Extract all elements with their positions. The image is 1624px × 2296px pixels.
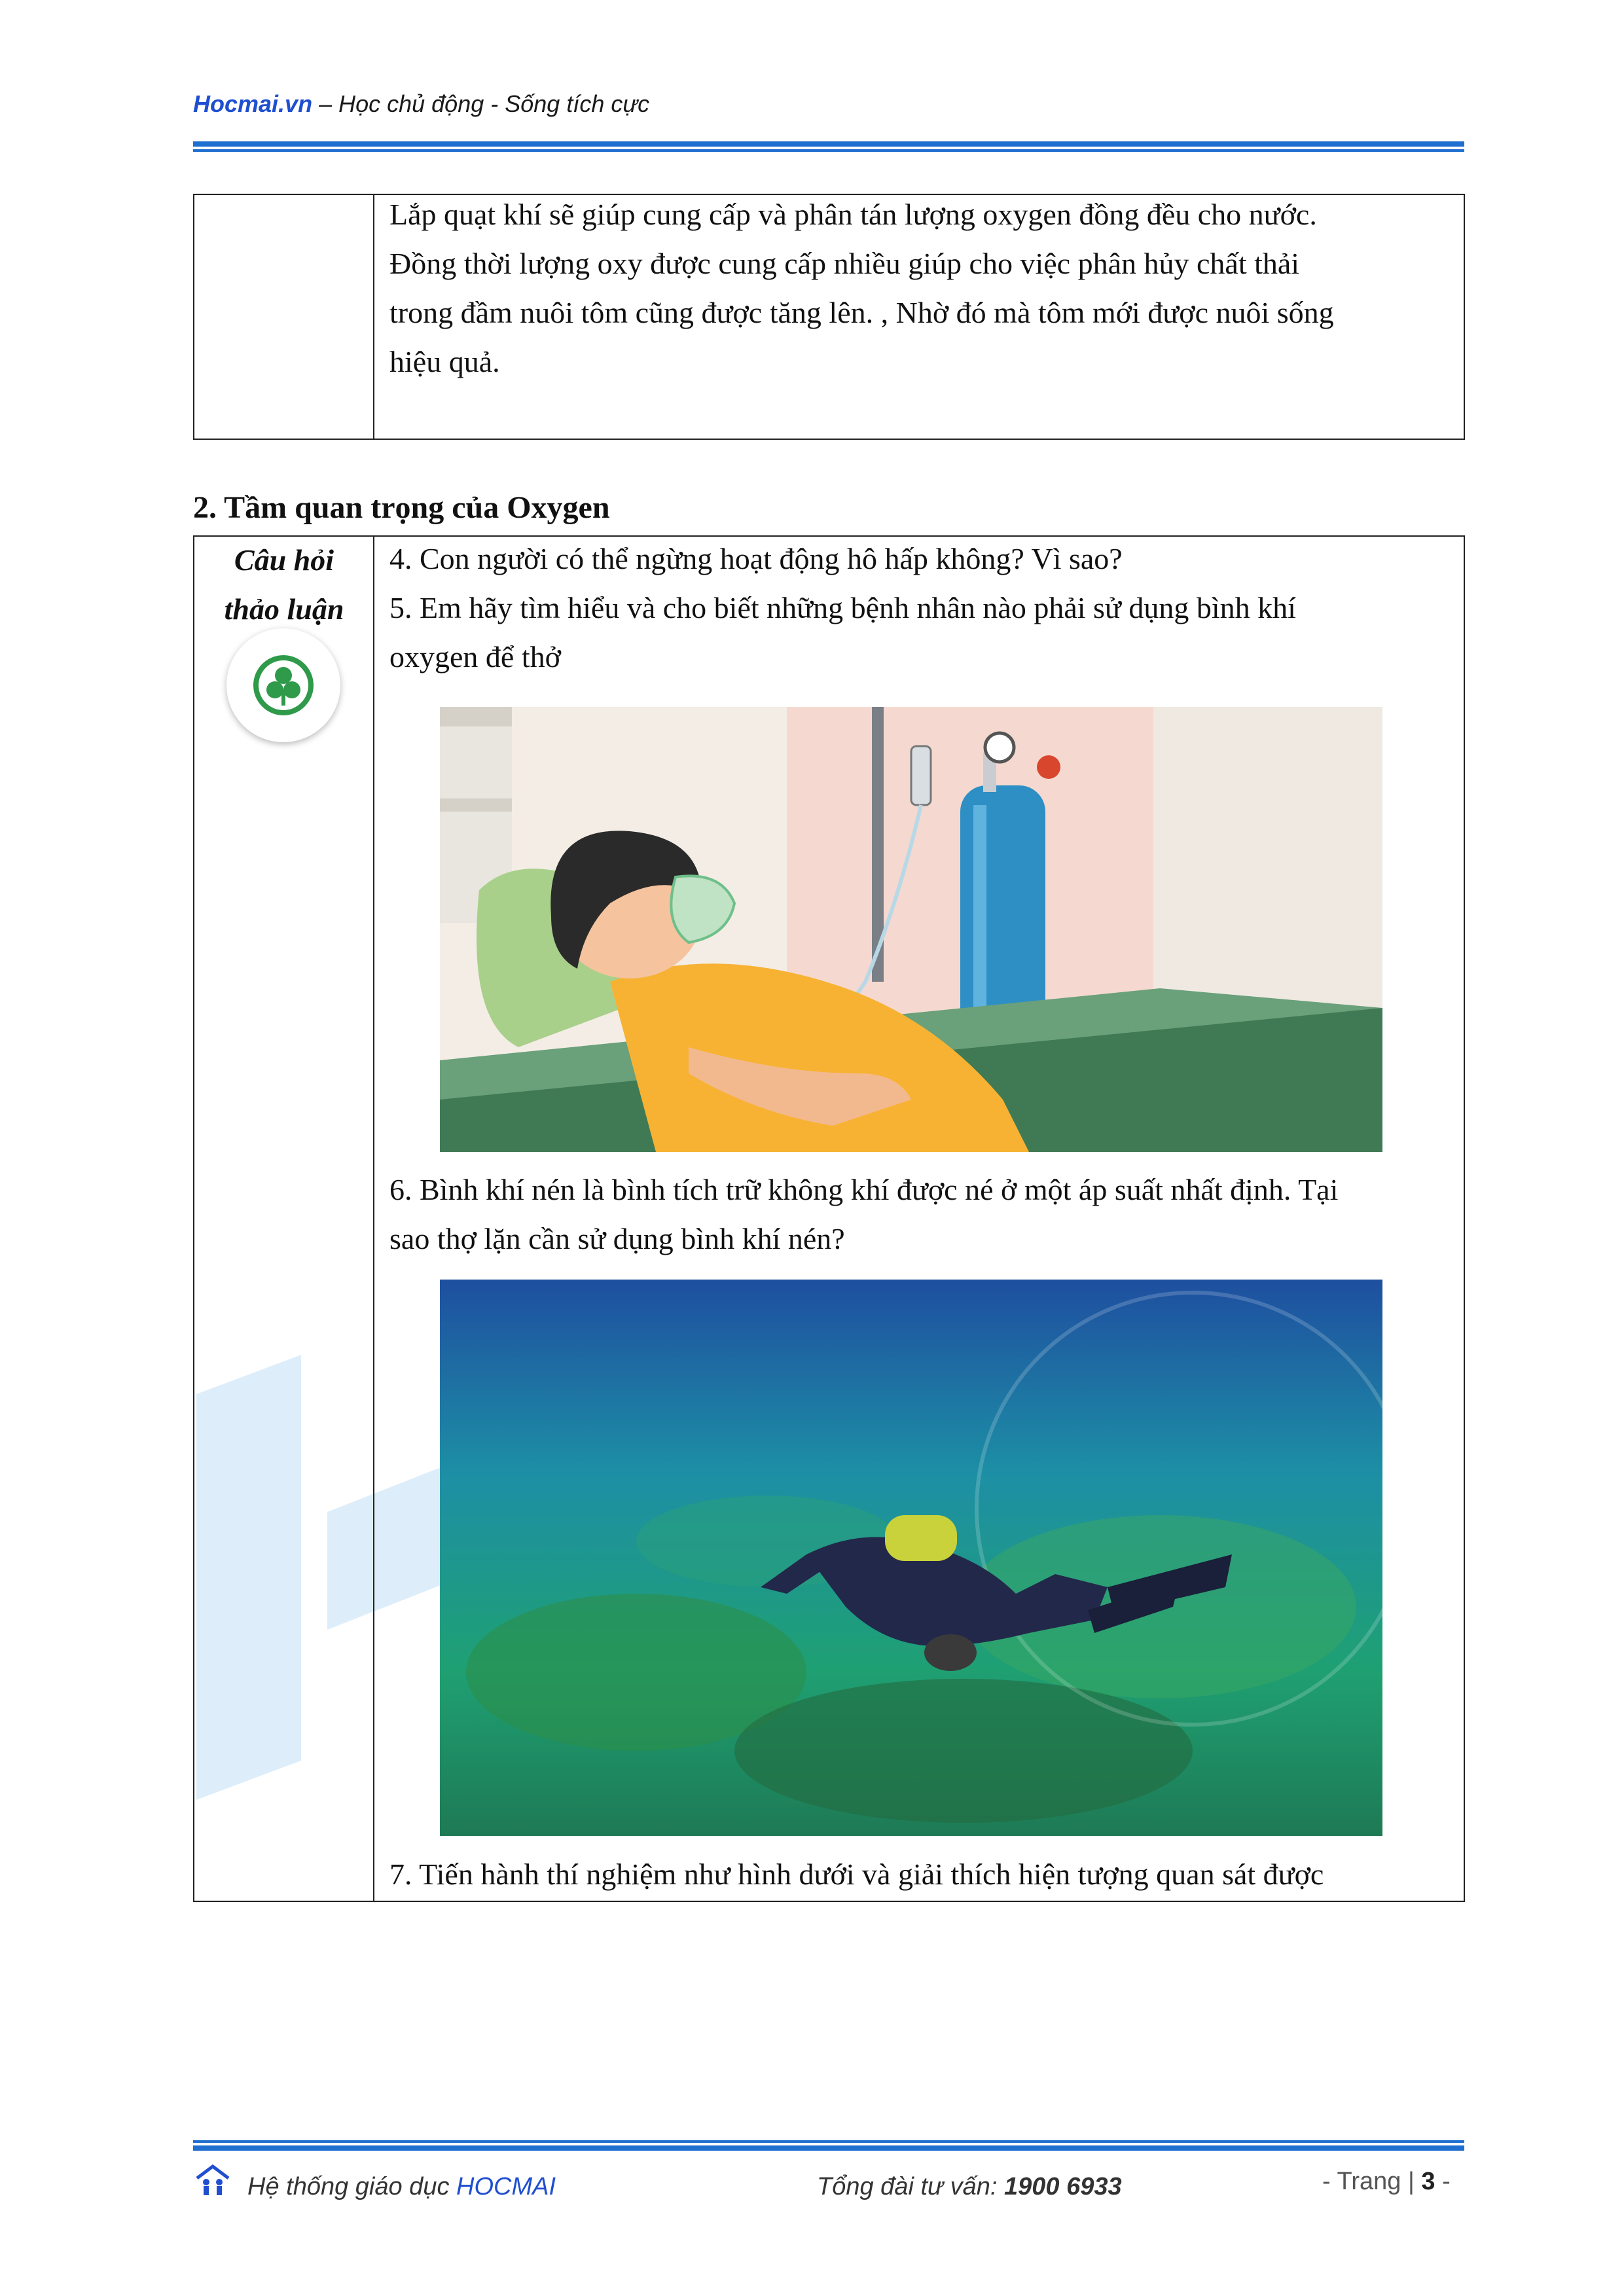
footer-system <box>247 2173 556 2201</box>
header-rule-thick <box>193 141 1464 147</box>
question-4: 4. Con người có thể ngừng hoạt động hô hấp không? Vì sao? <box>389 542 1123 575</box>
footer-hotline <box>817 2173 1122 2201</box>
discussion-label-line1: Câu hỏi <box>234 543 334 577</box>
question-6-line1: 6. Bình khí nén là bình tích trữ không khí được né ở một áp suất nhất định. Tại <box>389 1173 1339 1206</box>
footer-page-prefix: - Trang | <box>1322 2168 1422 2195</box>
patient-oxygen-illustration <box>440 707 1382 1152</box>
header-rule-thin <box>193 149 1464 152</box>
header-separator: – <box>312 90 339 117</box>
top-paragraph-line: Đồng thời lượng oxy được cung cấp nhiều giúp cho việc phân hủy chất thải <box>389 247 1300 280</box>
hocmai-logo-icon <box>193 2164 232 2198</box>
discussion-label-line2: thảo luận <box>224 592 344 626</box>
top-paragraph-line: Lắp quạt khí sẽ giúp cung cấp và phân tán lượng oxygen đồng đều cho nước. <box>389 198 1317 231</box>
section-title: 2. Tầm quan trọng của Oxygen <box>193 490 610 525</box>
question-5-line1: 5. Em hãy tìm hiểu và cho biết những bệnh nhân nào phải sử dụng bình khí <box>389 591 1296 624</box>
top-paragraph-line: trong đầm nuôi tôm cũng được tăng lên. , Nhờ đó mà tôm mới được nuôi sống <box>389 296 1334 329</box>
footer-rule-thin <box>193 2140 1464 2143</box>
footer-page-suffix: - <box>1435 2168 1451 2195</box>
question-6-line2: sao thợ lặn cần sử dụng bình khí nén? <box>389 1222 845 1255</box>
discussion-badge <box>226 628 340 742</box>
footer-page-value: 3 <box>1421 2168 1435 2195</box>
footer-system-brand[interactable]: HOCMAI <box>456 2173 556 2200</box>
scuba-diver-illustration <box>440 1280 1382 1836</box>
question-5-line2: oxygen để thở <box>389 640 561 673</box>
discussion-table-divider <box>373 535 374 1902</box>
page-header <box>193 90 649 118</box>
top-table-divider <box>373 194 374 440</box>
top-paragraph-line: hiệu quả. <box>389 345 500 378</box>
header-brand[interactable]: Hocmai.vn <box>193 90 313 117</box>
footer-page-number <box>1322 2168 1451 2196</box>
header-slogan: Học chủ động - Sống tích cực <box>338 90 650 117</box>
footer-system-prefix: Hệ thống giáo dục <box>247 2173 457 2200</box>
clover-icon <box>226 628 340 742</box>
question-7: 7. Tiến hành thí nghiệm như hình dưới và giải thích hiện tượng quan sát được <box>389 1857 1324 1891</box>
footer-hotline-number: 1900 6933 <box>1004 2173 1122 2200</box>
footer-rule-thick <box>193 2145 1464 2151</box>
footer-hotline-label: Tổng đài tư vấn: <box>817 2173 1005 2200</box>
